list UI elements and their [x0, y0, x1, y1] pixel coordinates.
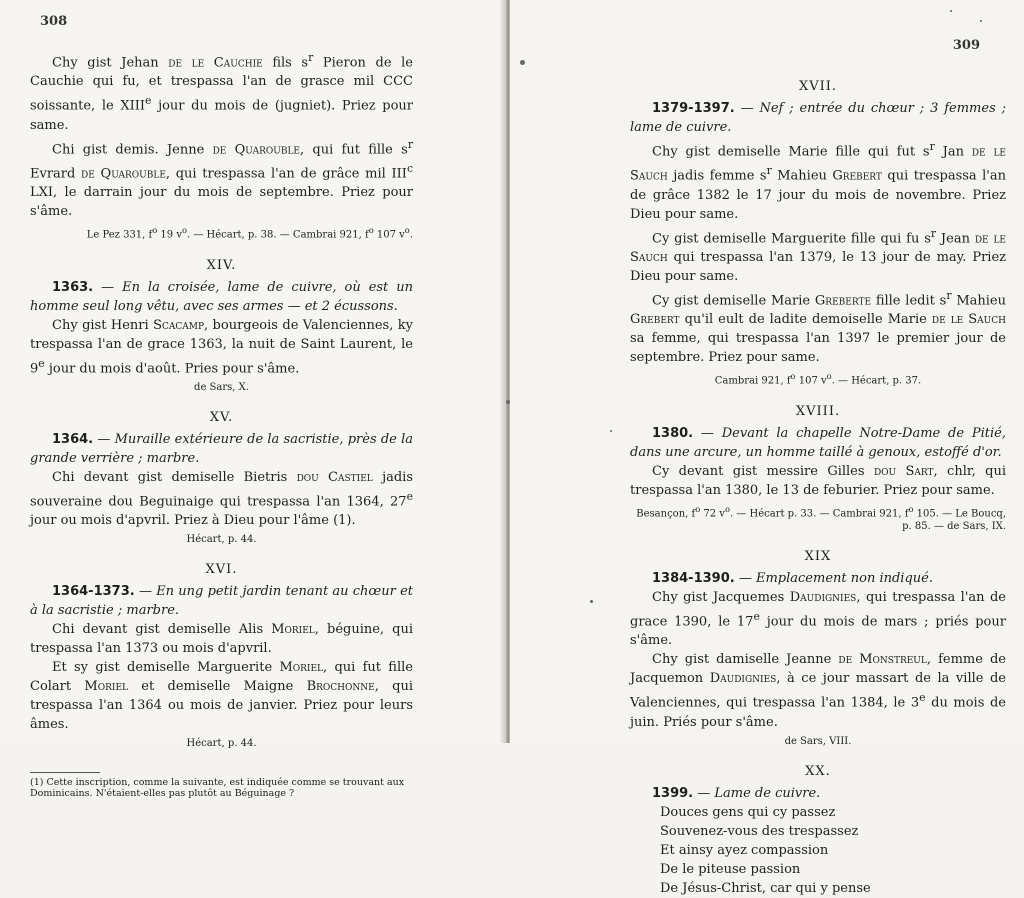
inscription-paragraph: Cy gist demiselle Marie Greberte fille ledit $s^r$ Mahieu Grebert qu'il eult de ladite demoiselle Marie de le Sauch sa femme, qui trespassa l'an 1397 le premier jour de septembre. Priez pour same.	[630, 288, 1006, 366]
inscription-paragraph: Chy gist demiselle Marie fille qui fut $s^r$ Jan de le Sauch jadis femme $s^r$ Mahieu Grebert qui trespassa l'an de grâce 1382 le 17 jour du mois de novembre. Priez Dieu pour same.	[630, 140, 1006, 222]
entry-year: 1363.	[52, 279, 94, 295]
scan-speck	[520, 60, 525, 65]
verse-line: Douces gens qui cy passez	[660, 804, 836, 820]
source-reference: Hécart, p. 44.	[186, 534, 257, 546]
source-reference: Le Pez 331, $f^o$ 19 $v^o$. — Hécart, p. 38. — Cambrai 921, $f^o$ 107 $v^o$.	[86, 225, 413, 241]
inscription-paragraph: Cy devant gist messire Gilles dou Sart, chlr, qui trespassa l'an 1380, le 13 de feburier. Priez pour same.	[630, 463, 1007, 498]
inscription-paragraph: Chi gist demis. Jenne de Quarouble, qui fut fille $s^r$ Evrard de Quarouble, qui trespassa l'an de grâce mil III$^c$ LXI, le darrain jour du mois de septembre. Priez pour s'âme.	[30, 137, 414, 220]
entry-heading: 1379-1397. — Nef ; entrée du chœur ; 3 femmes ; lame de cuivre.	[630, 101, 1006, 135]
inscription-paragraph: Chy gist damiselle Jeanne de Monstreul, femme de Jacquemon Daudignies, à ce jour massart de la ville de Valenciennes, qui trespassa l'an 1384, le 3e du mois de juin. Priés pour s'âme.	[630, 652, 1007, 730]
verse-line: De le piteuse passion	[660, 861, 801, 877]
scan-speck	[610, 430, 612, 432]
inscription-paragraph: Cy gist demiselle Marguerite fille qui fu $s^r$ Jean de le Sauch qui trespassa l'an 1379, le 13 jour de may. Priez Dieu pour same.	[630, 226, 1007, 284]
section-number: XVIII.	[795, 403, 841, 419]
section-number: XV.	[209, 409, 234, 425]
source-reference: de Sars, X.	[194, 381, 249, 393]
verse-line: Et ainsy ayez compassion	[660, 842, 829, 858]
scan-speck	[506, 400, 510, 404]
verse-line: De Jésus-Christ, car qui y pense	[660, 880, 871, 896]
inscription-paragraph: Chi devant gist demiselle Bietris dou Castiel jadis souveraine dou Beguinaige qui trespassa l'an 1364, 27e jour ou mois d'apvril. Priez à Dieu pour l'âme (1).	[30, 469, 414, 529]
entry-heading: 1380. — Devant la chapelle Notre-Dame de Pitié, dans une arcure, un homme taillé à genoux, estoffé d'or.	[630, 425, 1006, 460]
left-page-text	[30, 48, 413, 799]
section-number: XX.	[805, 763, 831, 779]
section-number: XVI.	[205, 562, 238, 578]
entry-heading: 1384-1390. — Emplacement non indiqué.	[652, 570, 933, 586]
page-number-left: 308	[40, 14, 68, 29]
section-number: XVII.	[798, 79, 838, 94]
source-reference: Cambrai 921, $f^o$ 107 $v^o$. — Hécart, p. 37.	[714, 371, 922, 387]
section-number: XIX	[804, 548, 832, 564]
entry-year: 1364.	[52, 431, 94, 447]
source-reference: Besançon, $f^o$ 72 $v^o$. — Hécart p. 33. — Cambrai 921, $f^o$ 105. — Le Boucq, p. 85. — de Sars, IX.	[636, 503, 1006, 532]
inscription-paragraph: Et sy gist demiselle Marguerite Moriel, qui fut fille Colart Moriel et demiselle Maigne Brochonne, qui trespassa l'an 1364 ou mois de janvier. Priez pour leurs âmes.	[30, 660, 413, 733]
scan-speck	[980, 20, 982, 22]
entry-year: 1380.	[652, 425, 694, 441]
inscription-paragraph: Chy gist Henri Scacamp, bourgeois de Valenciennes, ky trespassa l'an de grace 1363, la nuit de Saint Laurent, le 9e jour du mois d'août. Pries pour s'âme.	[30, 317, 413, 376]
inscription-paragraph: Chy gist Jacquemes Daudignies, qui trespassa l'an de grace 1390, le 17e jour du mois de mars ; priés pour s'âme.	[630, 589, 1006, 649]
right-page	[510, 0, 1024, 896]
entry-year: 1364-1373.	[52, 584, 135, 600]
entry-heading: 1364. — Muraille extérieure de la sacristie, près de la grande verrière ; marbre.	[30, 431, 414, 466]
entry-year: 1379-1397.	[652, 101, 735, 116]
scan-speck	[950, 10, 952, 12]
scan-speck	[590, 600, 593, 603]
inscription-paragraph: Chi devant gist demiselle Alis Moriel, béguine, qui trespassa l'an 1373 ou mois d'apvril.	[30, 622, 413, 657]
right-page-text	[630, 63, 1006, 898]
footnote: (1) Cette inscription, comme la suivante, est indiquée comme se trouvant aux Dominicains. N'étaient-elles pas plutôt au Béguinage ?	[30, 777, 405, 800]
footnote-rule	[30, 772, 100, 773]
entry-year: 1384-1390.	[652, 570, 735, 586]
source-reference: de Sars, VIII.	[784, 735, 852, 747]
section-number: XIV.	[206, 257, 237, 273]
entry-heading: 1399. — Lame de cuivre.	[652, 785, 821, 801]
source-reference: Hécart, p. 44.	[186, 738, 257, 750]
page-number-right: 309	[952, 38, 980, 53]
left-page	[0, 0, 504, 800]
inscription-paragraph: Chy gist Jehan de le Cauchie fils $s^r$ Pieron de le Cauchie qui fu, et trespassa l'an de grasce mil CCC soissante, le XIIIe jour du mois de (jugniet). Priez pour same.	[30, 51, 413, 133]
verse-line: Souvenez-vous des trespassez	[660, 823, 859, 839]
entry-heading: 1363. — En la croisée, lame de cuivre, où est un homme seul long vêtu, avec ses armes — et 2 écussons.	[30, 279, 413, 314]
entry-year: 1399.	[652, 785, 694, 801]
entry-heading: 1364-1373. — En ung petit jardin tenant au chœur et à la sacristie ; marbre.	[30, 584, 414, 619]
